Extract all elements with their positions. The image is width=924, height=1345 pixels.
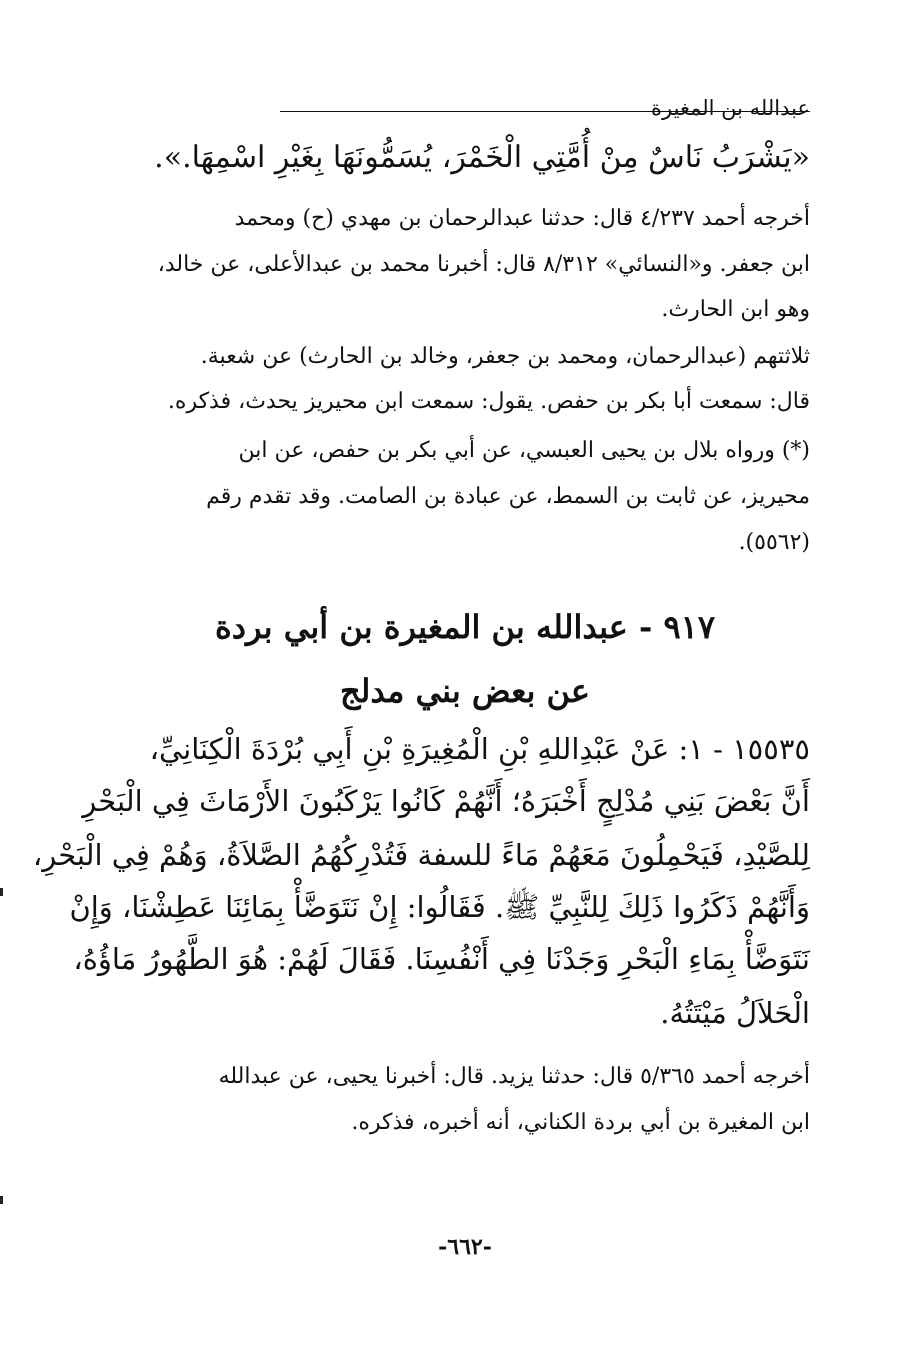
running-title: عبدالله بن المغيرة [651, 96, 810, 120]
chain-line: ثلاثتهم (عبدالرحمان، ومحمد بن جعفر، وخالد بن الحارث) عن شعبة. [200, 344, 810, 369]
hadith-quote-line: «يَشْرَبُ نَاسٌ مِنْ أُمَّتِي الْخَمْرَ، يُسَمُّونَهَا بِغَيْرِ اسْمِهَا.». [154, 140, 810, 175]
entry-heading: ٩١٧ - عبدالله بن المغيرة بن أبي بردة [215, 608, 715, 646]
hadith-line: نَتَوَضَّأْ بِمَاءِ الْبَحْرِ وَجَدْنَا فِي أَنْفُسِنَا. فَقَالَ لَهُمْ: هُوَ الطَّهُورُ مَاؤُهُ، [73, 942, 810, 976]
takhrij-line: ابن المغيرة بن أبي بردة الكناني، أنه أخبره، فذكره. [351, 1110, 810, 1135]
hadith-line: الْحَلاَلُ مَيْتَتُهُ. [660, 996, 810, 1030]
scan-mark [0, 888, 3, 896]
hadith-line: ١٥٥٣٥ - ١: عَنْ عَبْدِاللهِ بْنِ الْمُغِيرَةِ بْنِ أَبِي بُرْدَةَ الْكِنَانِيِّ، [149, 732, 810, 766]
takhrij-line: أخرجه أحمد ٥/٣٦٥ قال: حدثنا يزيد. قال: أخبرنا يحيى، عن عبدالله [218, 1064, 810, 1089]
note-line: (*) ورواه بلال بن يحيى العبسي، عن أبي بكر بن حفص، عن ابن [238, 438, 810, 463]
entry-subheading: عن بعض بني مدلج [340, 672, 590, 710]
takhrij-line: أخرجه أحمد ٤/٢٣٧ قال: حدثنا عبدالرحمان بن مهدي (ح) ومحمد [234, 206, 810, 231]
hadith-line: وَأَنَّهُمْ ذَكَرُوا ذَلِكَ لِلنَّبِيِّ ﷺ. فَقَالُوا: إِنْ نَتَوَضَّأْ بِمَائِنَا عَطِشْنَا، وَإِنْ [69, 890, 810, 924]
hadith-line: لِلصَّيْدِ، فَيَحْمِلُونَ مَعَهُمْ مَاءً للسفة فَتُدْرِكُهُمُ الصَّلاَةُ، وَهُمْ فِي الْبَحْرِ، [32, 838, 810, 872]
chain-line: قال: سمعت أبا بكر بن حفص. يقول: سمعت ابن محيريز يحدث، فذكره. [167, 389, 810, 414]
takhrij-line: ابن جعفر. و«النسائي» ٨/٣١٢ قال: أخبرنا محمد بن عبدالأعلى، عن خالد، [157, 252, 810, 277]
running-header [120, 92, 810, 128]
takhrij-line: وهو ابن الحارث. [661, 297, 810, 322]
note-line: (٥٥٦٢). [738, 530, 810, 555]
page-number: -٦٦٢- [438, 1234, 492, 1260]
note-line: محيريز، عن ثابت بن السمط، عن عبادة بن الصامت. وقد تقدم رقم [206, 484, 810, 509]
scan-mark [0, 1196, 3, 1204]
hadith-line: أَنَّ بَعْضَ بَنِي مُدْلِجٍ أَخْبَرَهُ؛ أَنَّهُمْ كَانُوا يَرْكَبُونَ الأَرْمَاثَ فِي الْبَحْرِ [82, 784, 810, 818]
